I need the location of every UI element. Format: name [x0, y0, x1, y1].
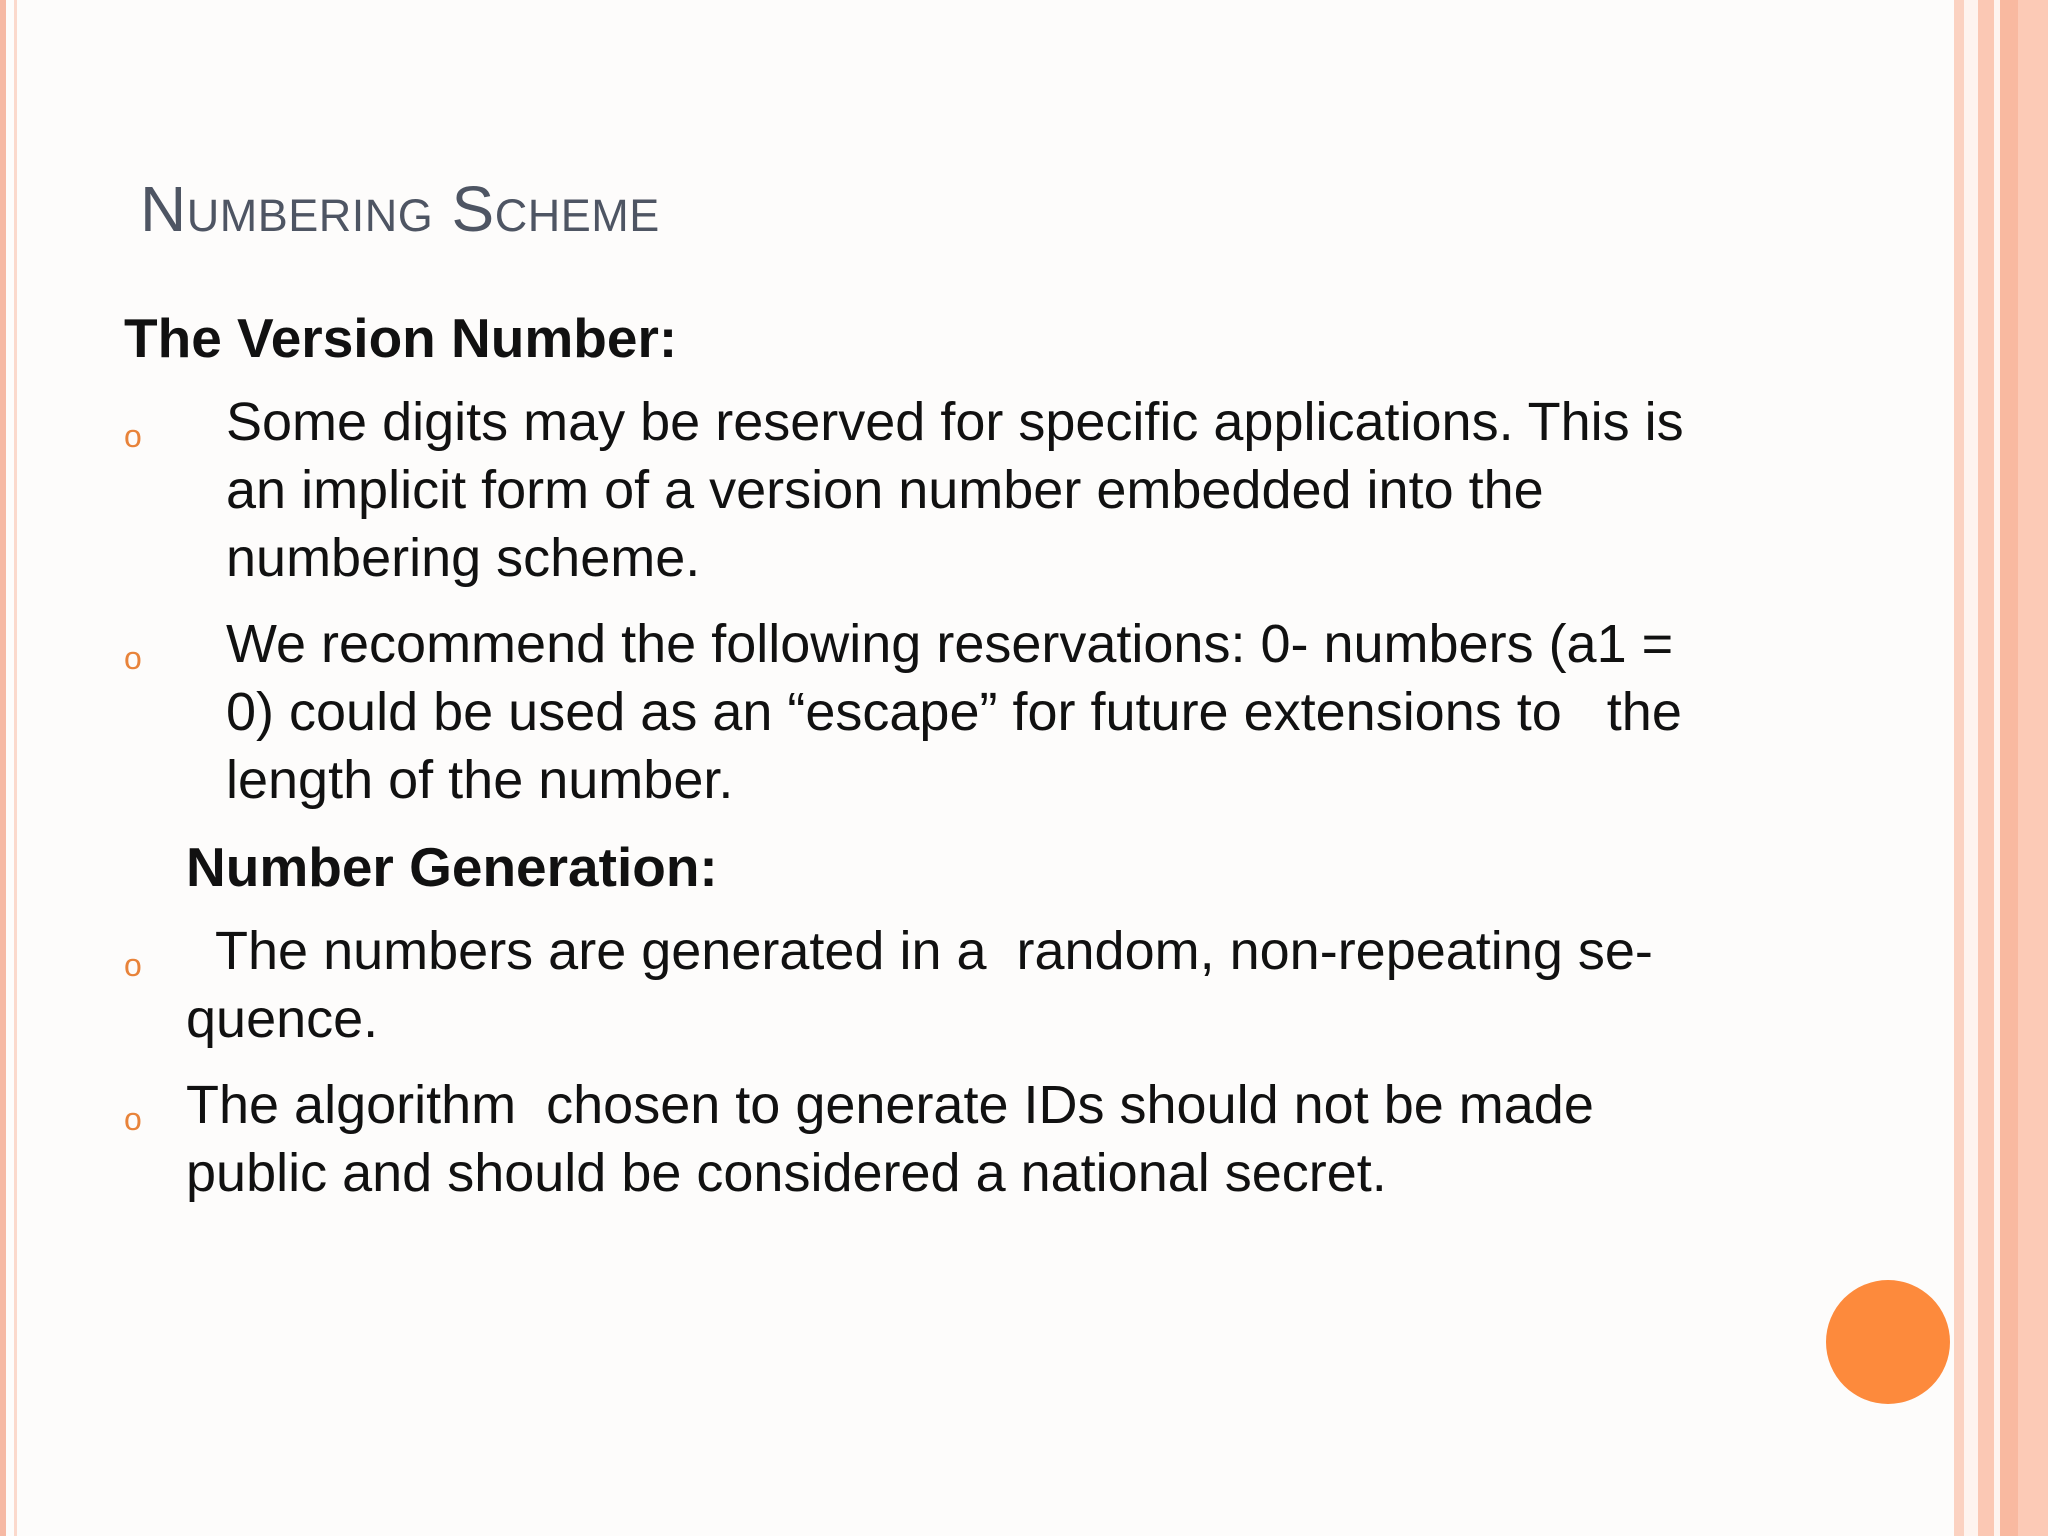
bullet-text-line: numbering scheme.	[226, 528, 701, 588]
left-decorative-stripe-thin	[14, 0, 17, 1536]
bullet-text-line: The algorithm chosen to generate IDs should not be made	[186, 1075, 1594, 1135]
bullet-text-line: public and should be considered a national secret.	[186, 1143, 1387, 1203]
section-heading-number-generation: Number Generation:	[186, 836, 718, 898]
right-stripe	[2018, 0, 2048, 1536]
slide-title: Numbering Scheme	[140, 173, 660, 245]
bullet-icon: o	[124, 947, 142, 983]
right-stripe	[2000, 0, 2018, 1536]
right-decorative-stripes	[1954, 0, 2048, 1536]
right-stripe	[1978, 0, 1994, 1536]
bullet-text-line: Some digits may be reserved for specific applications. This is	[226, 392, 1684, 452]
right-stripe	[1954, 0, 1964, 1536]
bullet-icon: o	[124, 640, 142, 676]
section-heading-version-number: The Version Number:	[124, 307, 678, 369]
bullet-text-line: We recommend the following reservations: 0- numbers (a1 =	[226, 614, 1674, 674]
bullet-icon: o	[124, 1101, 142, 1137]
bullet-text-line: an implicit form of a version number embedded into the	[226, 460, 1544, 520]
bullet-icon: o	[124, 418, 142, 454]
bullet-text-line: 0) could be used as an “escape” for future extensions to the	[226, 682, 1682, 742]
bullet-text-line: The numbers are generated in a random, non-repeating se-	[186, 921, 1653, 981]
left-decorative-stripe	[0, 0, 6, 1536]
accent-circle	[1826, 1280, 1950, 1404]
right-stripe	[1964, 0, 1978, 1536]
bullet-text-line: quence.	[186, 989, 379, 1049]
bullet-text-line: length of the number.	[226, 750, 734, 810]
